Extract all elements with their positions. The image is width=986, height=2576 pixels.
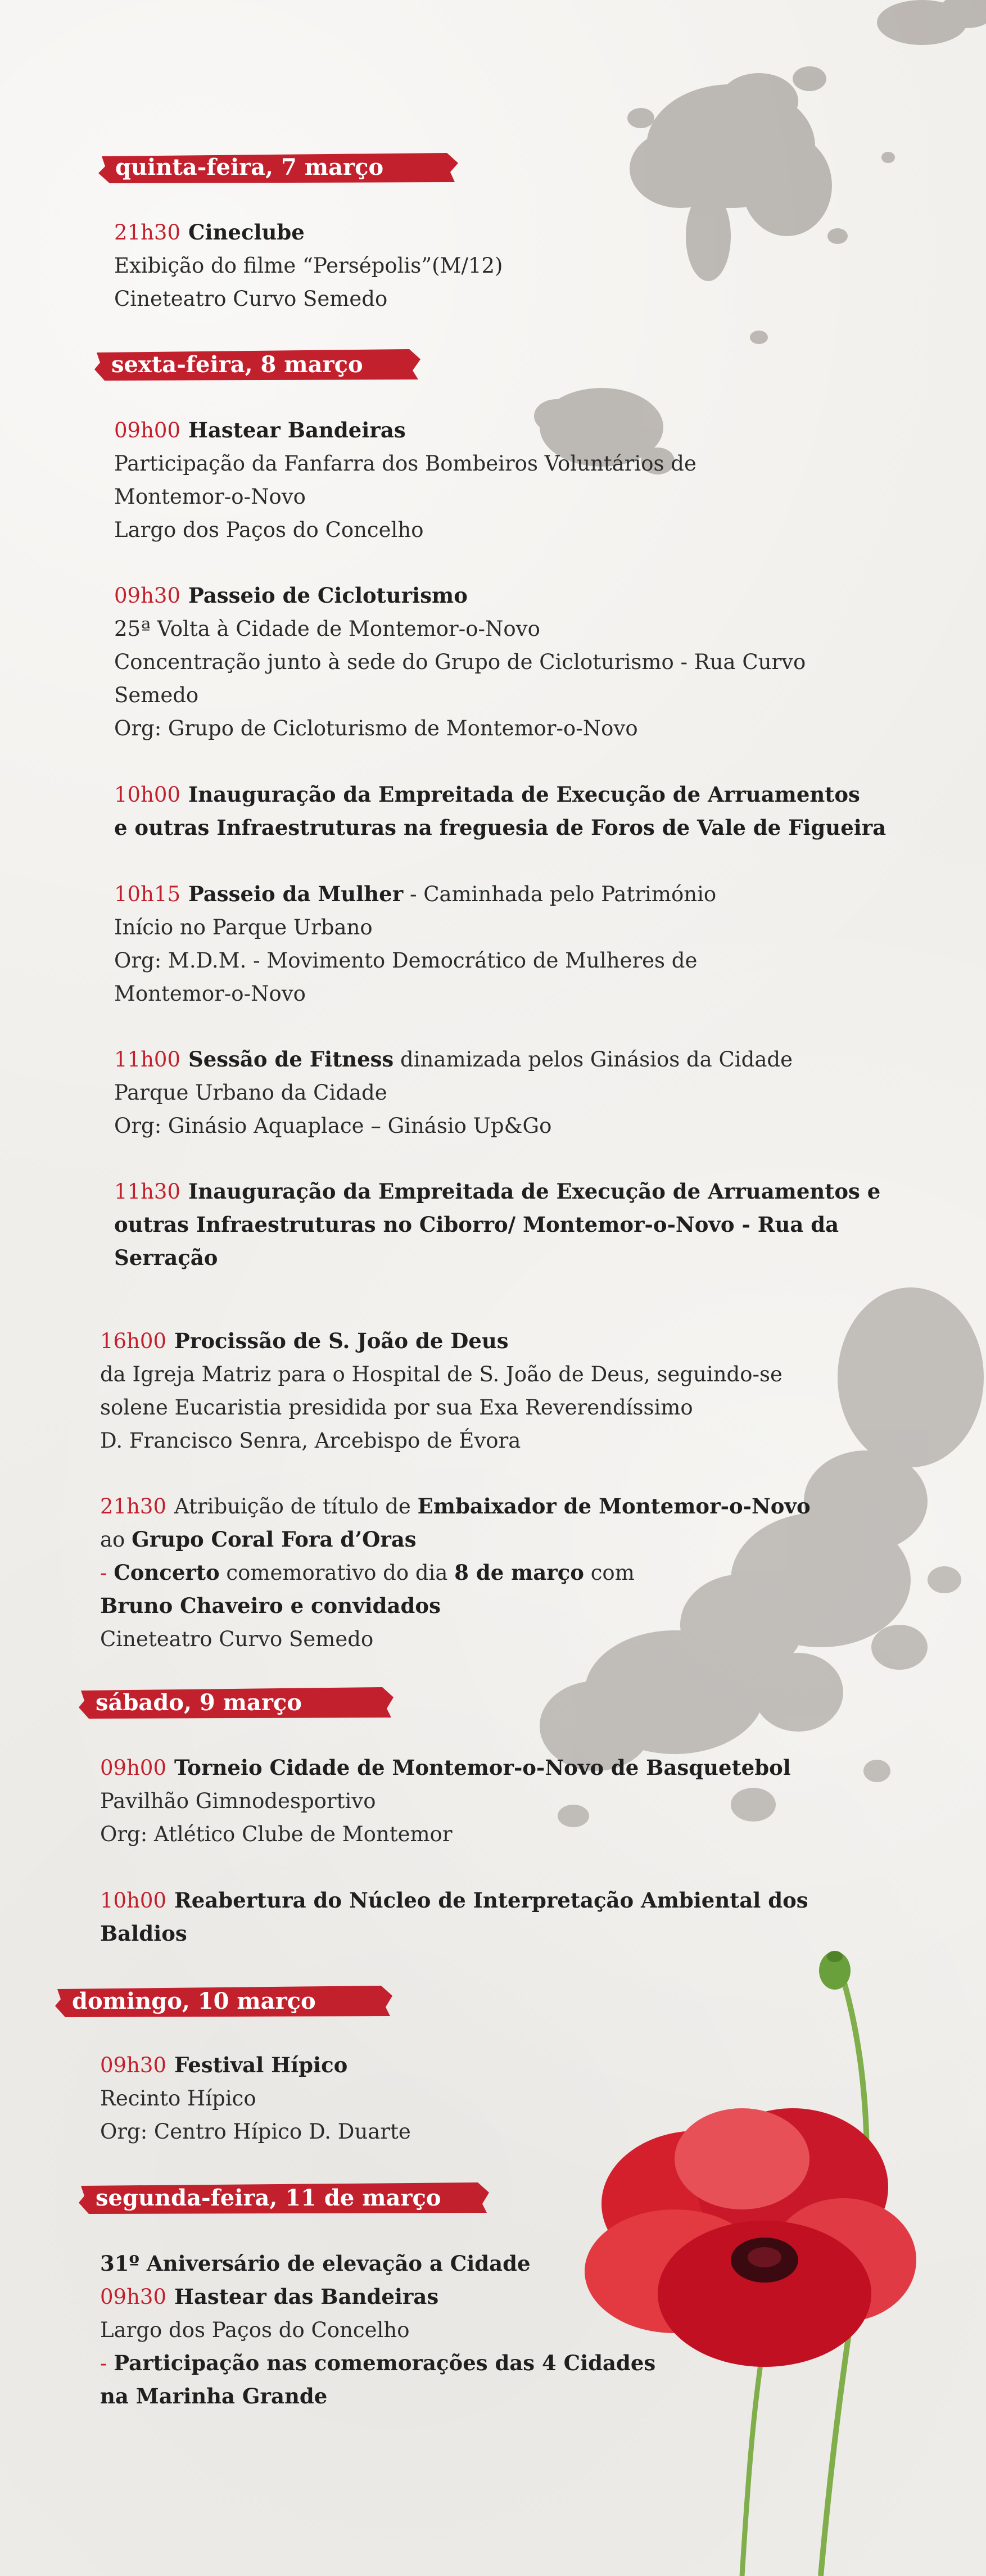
event-org: Org: Ginásio Aquaplace – Ginásio Up&Go [114,1114,552,1138]
event-detail: Semedo [114,683,199,707]
event-detail: Concentração junto à sede do Grupo de Cicloturismo - Rua Curvo [114,650,806,674]
event-title: Inauguração da Empreitada de Execução de Arruamentos e [188,1179,881,1204]
event-inauguracao-ciborro [114,1175,880,1275]
event-title: Torneio Cidade de Montemor-o-Novo de Basquetebol [174,1755,791,1780]
event-detail: Início no Parque Urbano [114,915,373,939]
event-aniversario-cidade [100,2247,655,2413]
date-label: domingo, 10 março [72,1988,316,2014]
event-title: Cineclube [188,220,305,245]
event-title: Passeio da Mulher [188,882,404,906]
date-label: sexta-feira, 8 março [111,351,363,378]
event-time: 11h30 [114,1179,180,1204]
event-org: Org: M.D.M. - Movimento Democrático de Mulheres de [114,948,698,973]
event-title: Sessão de Fitness [188,1047,394,1072]
event-title: Participação nas comemorações das 4 Cidades [114,2351,656,2375]
event-title: Passeio de Cicloturismo [188,583,468,608]
event-title-cont: Serração [114,1245,218,1270]
event-title: Procissão de S. João de Deus [174,1328,509,1353]
event-location: Cineteatro Curvo Semedo [100,1627,374,1651]
date-label: segunda-feira, 11 de março [96,2185,441,2211]
event-cineclube [114,216,503,315]
event-time: 16h00 [100,1329,166,1353]
event-title: Embaixador de Montemor-o-Novo [417,1494,811,1519]
event-hastear-bandeiras [114,414,696,546]
event-title: Inauguração da Empreitada de Execução de Arruamentos [188,782,860,807]
event-org: Org: Centro Hípico D. Duarte [100,2119,411,2144]
event-title-cont: na Marinha Grande [100,2384,328,2408]
event-title: Hastear das Bandeiras [174,2284,439,2309]
event-time: 21h30 [100,1494,166,1519]
event-text-bold: 8 de março [454,1560,584,1585]
event-subtitle: - Caminhada pelo Património [403,882,717,906]
event-basquetebol [100,1751,791,1851]
date-banner-day-11 [79,2181,464,2215]
event-detail: Exibição do filme “Persépolis”(M/12) [114,254,503,278]
event-dash: - [100,2351,114,2375]
event-detail: Montemor-o-Novo [114,485,306,509]
event-dash: - [100,1561,114,1585]
event-org: Org: Grupo de Cicloturismo de Montemor-o-Novo [114,716,638,740]
event-time: 09h30 [100,2053,166,2077]
event-time: 10h00 [100,1888,166,1913]
event-passeio-mulher [114,878,716,1010]
event-time: 10h15 [114,882,180,906]
event-title-cont: Baldios [100,1921,187,1946]
event-title: Festival Hípico [174,2053,348,2077]
event-detail: D. Francisco Senra, Arcebispo de Évora [100,1429,521,1453]
date-banner-day-9 [79,1686,324,1720]
event-text: Atribuição de título de [174,1494,418,1519]
event-time: 09h00 [100,1756,166,1780]
event-title: Reabertura do Núcleo de Interpretação Ambiental dos [174,1888,808,1913]
event-title-cont: outras Infraestruturas no Ciborro/ Montemor-o-Novo - Rua da [114,1212,839,1237]
event-location: Recinto Hípico [100,2086,256,2110]
event-performers: Bruno Chaveiro e convidados [100,1593,441,1618]
event-detail: solene Eucaristia presidida por sua Exa Reverendíssimo [100,1395,693,1420]
event-title: Concerto [114,1560,220,1585]
event-time: 09h30 [114,584,180,608]
event-title: Grupo Coral Fora d’Oras [132,1527,417,1552]
event-title: Hastear Bandeiras [188,418,406,442]
event-text: comemorativo do dia [219,1561,455,1585]
date-label: quinta-feira, 7 março [115,154,384,180]
event-festival-hipico [100,2049,411,2148]
event-time: 10h00 [114,783,180,807]
event-inauguracao-foros [114,778,886,844]
event-text: ao [100,1527,132,1552]
event-detail: da Igreja Matriz para o Hospital de S. João de Deus, seguindo-se [100,1362,783,1386]
date-label: sábado, 9 março [96,1689,302,1716]
event-location: Largo dos Paços do Concelho [114,518,424,542]
event-location: Parque Urbano da Cidade [114,1081,387,1105]
event-time: 09h00 [114,418,180,442]
event-org: Org: Atlético Clube de Montemor [100,1822,453,1846]
event-fitness [114,1043,793,1142]
event-time: 11h00 [114,1047,180,1072]
event-location: Largo dos Paços do Concelho [100,2318,410,2342]
event-detail: 25ª Volta à Cidade de Montemor-o-Novo [114,617,540,641]
event-heading: 31º Aniversário de elevação a Cidade [100,2251,531,2276]
event-time: 21h30 [114,220,180,245]
event-location: Cineteatro Curvo Semedo [114,287,388,311]
event-org: Montemor-o-Novo [114,982,306,1006]
event-time: 09h30 [100,2285,166,2309]
date-banner-day-10 [55,1985,338,2018]
event-procissao [100,1325,783,1457]
event-detail: Participação da Fanfarra dos Bombeiros Voluntários de [114,451,696,476]
date-banner-day-7 [98,151,406,184]
event-embaixador [100,1490,811,1656]
event-cicloturismo [114,579,806,745]
event-text: com [584,1561,635,1585]
event-baldios [100,1884,808,1950]
date-banner-day-8 [94,348,386,382]
event-title-cont: e outras Infraestruturas na freguesia de Foros de Vale de Figueira [114,815,887,840]
event-location: Pavilhão Gimnodesportivo [100,1789,376,1813]
event-subtitle: dinamizada pelos Ginásios da Cidade [394,1047,793,1072]
